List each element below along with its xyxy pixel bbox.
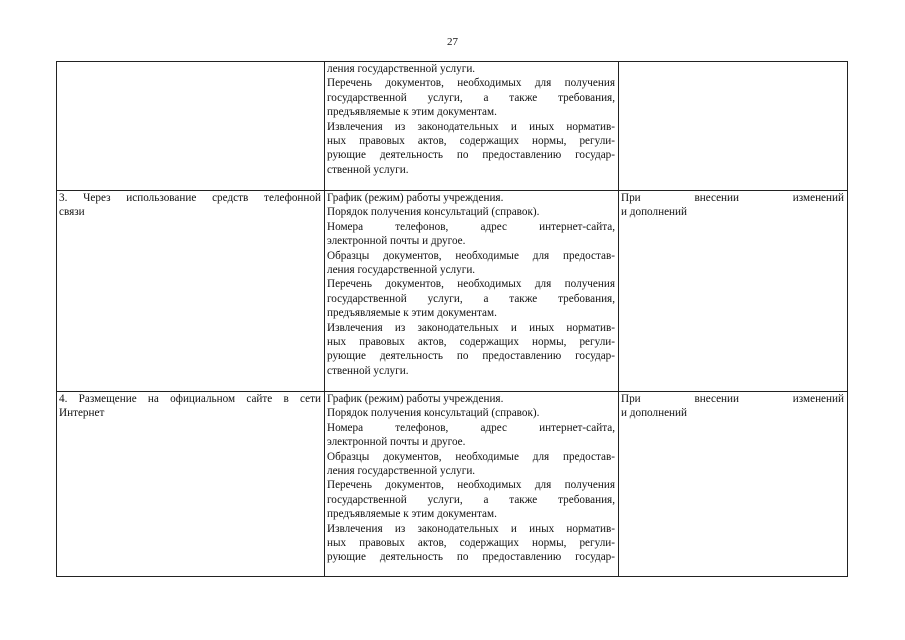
method-line: Интернет [59,407,105,420]
info-line: ления государственной услуги. [327,264,476,277]
info-line: Перечень документов, необходимых для получения [327,77,615,90]
info-line: рующие деятельность по предоставлению государ- [327,551,615,564]
info-line: государственной услуги, а также требования, [327,292,615,305]
info-line: ных правовых актов, содержащих нормы, регули- [327,135,615,148]
method-cell [57,392,325,577]
info-cell [325,191,619,392]
info-line: Извлечения из законодательных и иных норматив- [327,321,615,334]
update-cell [619,62,848,191]
info-line: рующие деятельность по предоставлению государ- [327,149,615,162]
info-line: предъявляемые к этим документам. [327,106,497,119]
info-line: Порядок получения консультаций (справок). [327,407,540,420]
info-line: ления государственной услуги. [327,465,476,478]
info-line: ственной услуги. [327,364,409,377]
info-line: рующие деятельность по предоставлению государ- [327,350,615,363]
table-row [57,191,848,392]
update-line: При внесении изменений [621,192,844,204]
method-line: связи [59,206,85,219]
info-line: График (режим) работы учреждения. [327,393,504,405]
update-cell [619,392,848,577]
update-line: При внесении изменений [621,393,844,405]
table-row [57,62,848,191]
info-cell [325,392,619,577]
info-line: Номера телефонов, адрес интернет-сайта, [327,220,615,233]
info-line: Извлечения из законодательных и иных норматив- [327,522,615,535]
page-number: 27 [447,36,458,48]
info-line: ных правовых актов, содержащих нормы, регули- [327,537,615,550]
method-line: 4. Размещение на официальном сайте в сети [59,393,321,405]
info-line: ных правовых актов, содержащих нормы, регули- [327,336,615,349]
method-line: 3. Через использование средств телефонной [59,192,321,204]
update-line: и дополнений [621,407,687,420]
info-line: Перечень документов, необходимых для получения [327,278,615,291]
info-line: Номера телефонов, адрес интернет-сайта, [327,421,615,434]
method-cell [57,62,325,191]
table-row [57,392,848,577]
method-cell [57,191,325,392]
info-line: государственной услуги, а также требования, [327,493,615,506]
info-line: государственной услуги, а также требования, [327,91,615,104]
info-line: ственной услуги. [327,163,409,176]
info-line: предъявляемые к этим документам. [327,307,497,320]
info-line: Извлечения из законодательных и иных норматив- [327,120,615,133]
update-cell [619,191,848,392]
info-line: ления государственной услуги. [327,63,476,75]
info-line: электронной почты и другое. [327,235,466,248]
info-line: Образцы документов, необходимые для предостав- [327,450,615,463]
info-line: Порядок получения консультаций (справок). [327,206,540,219]
info-cell [325,62,619,191]
info-line: График (режим) работы учреждения. [327,192,504,204]
update-line: и дополнений [621,206,687,219]
info-line: Образцы документов, необходимые для предостав- [327,249,615,262]
information-table [56,61,848,577]
info-line: электронной почты и другое. [327,436,466,449]
info-line: предъявляемые к этим документам. [327,508,497,521]
info-line: Перечень документов, необходимых для получения [327,479,615,492]
